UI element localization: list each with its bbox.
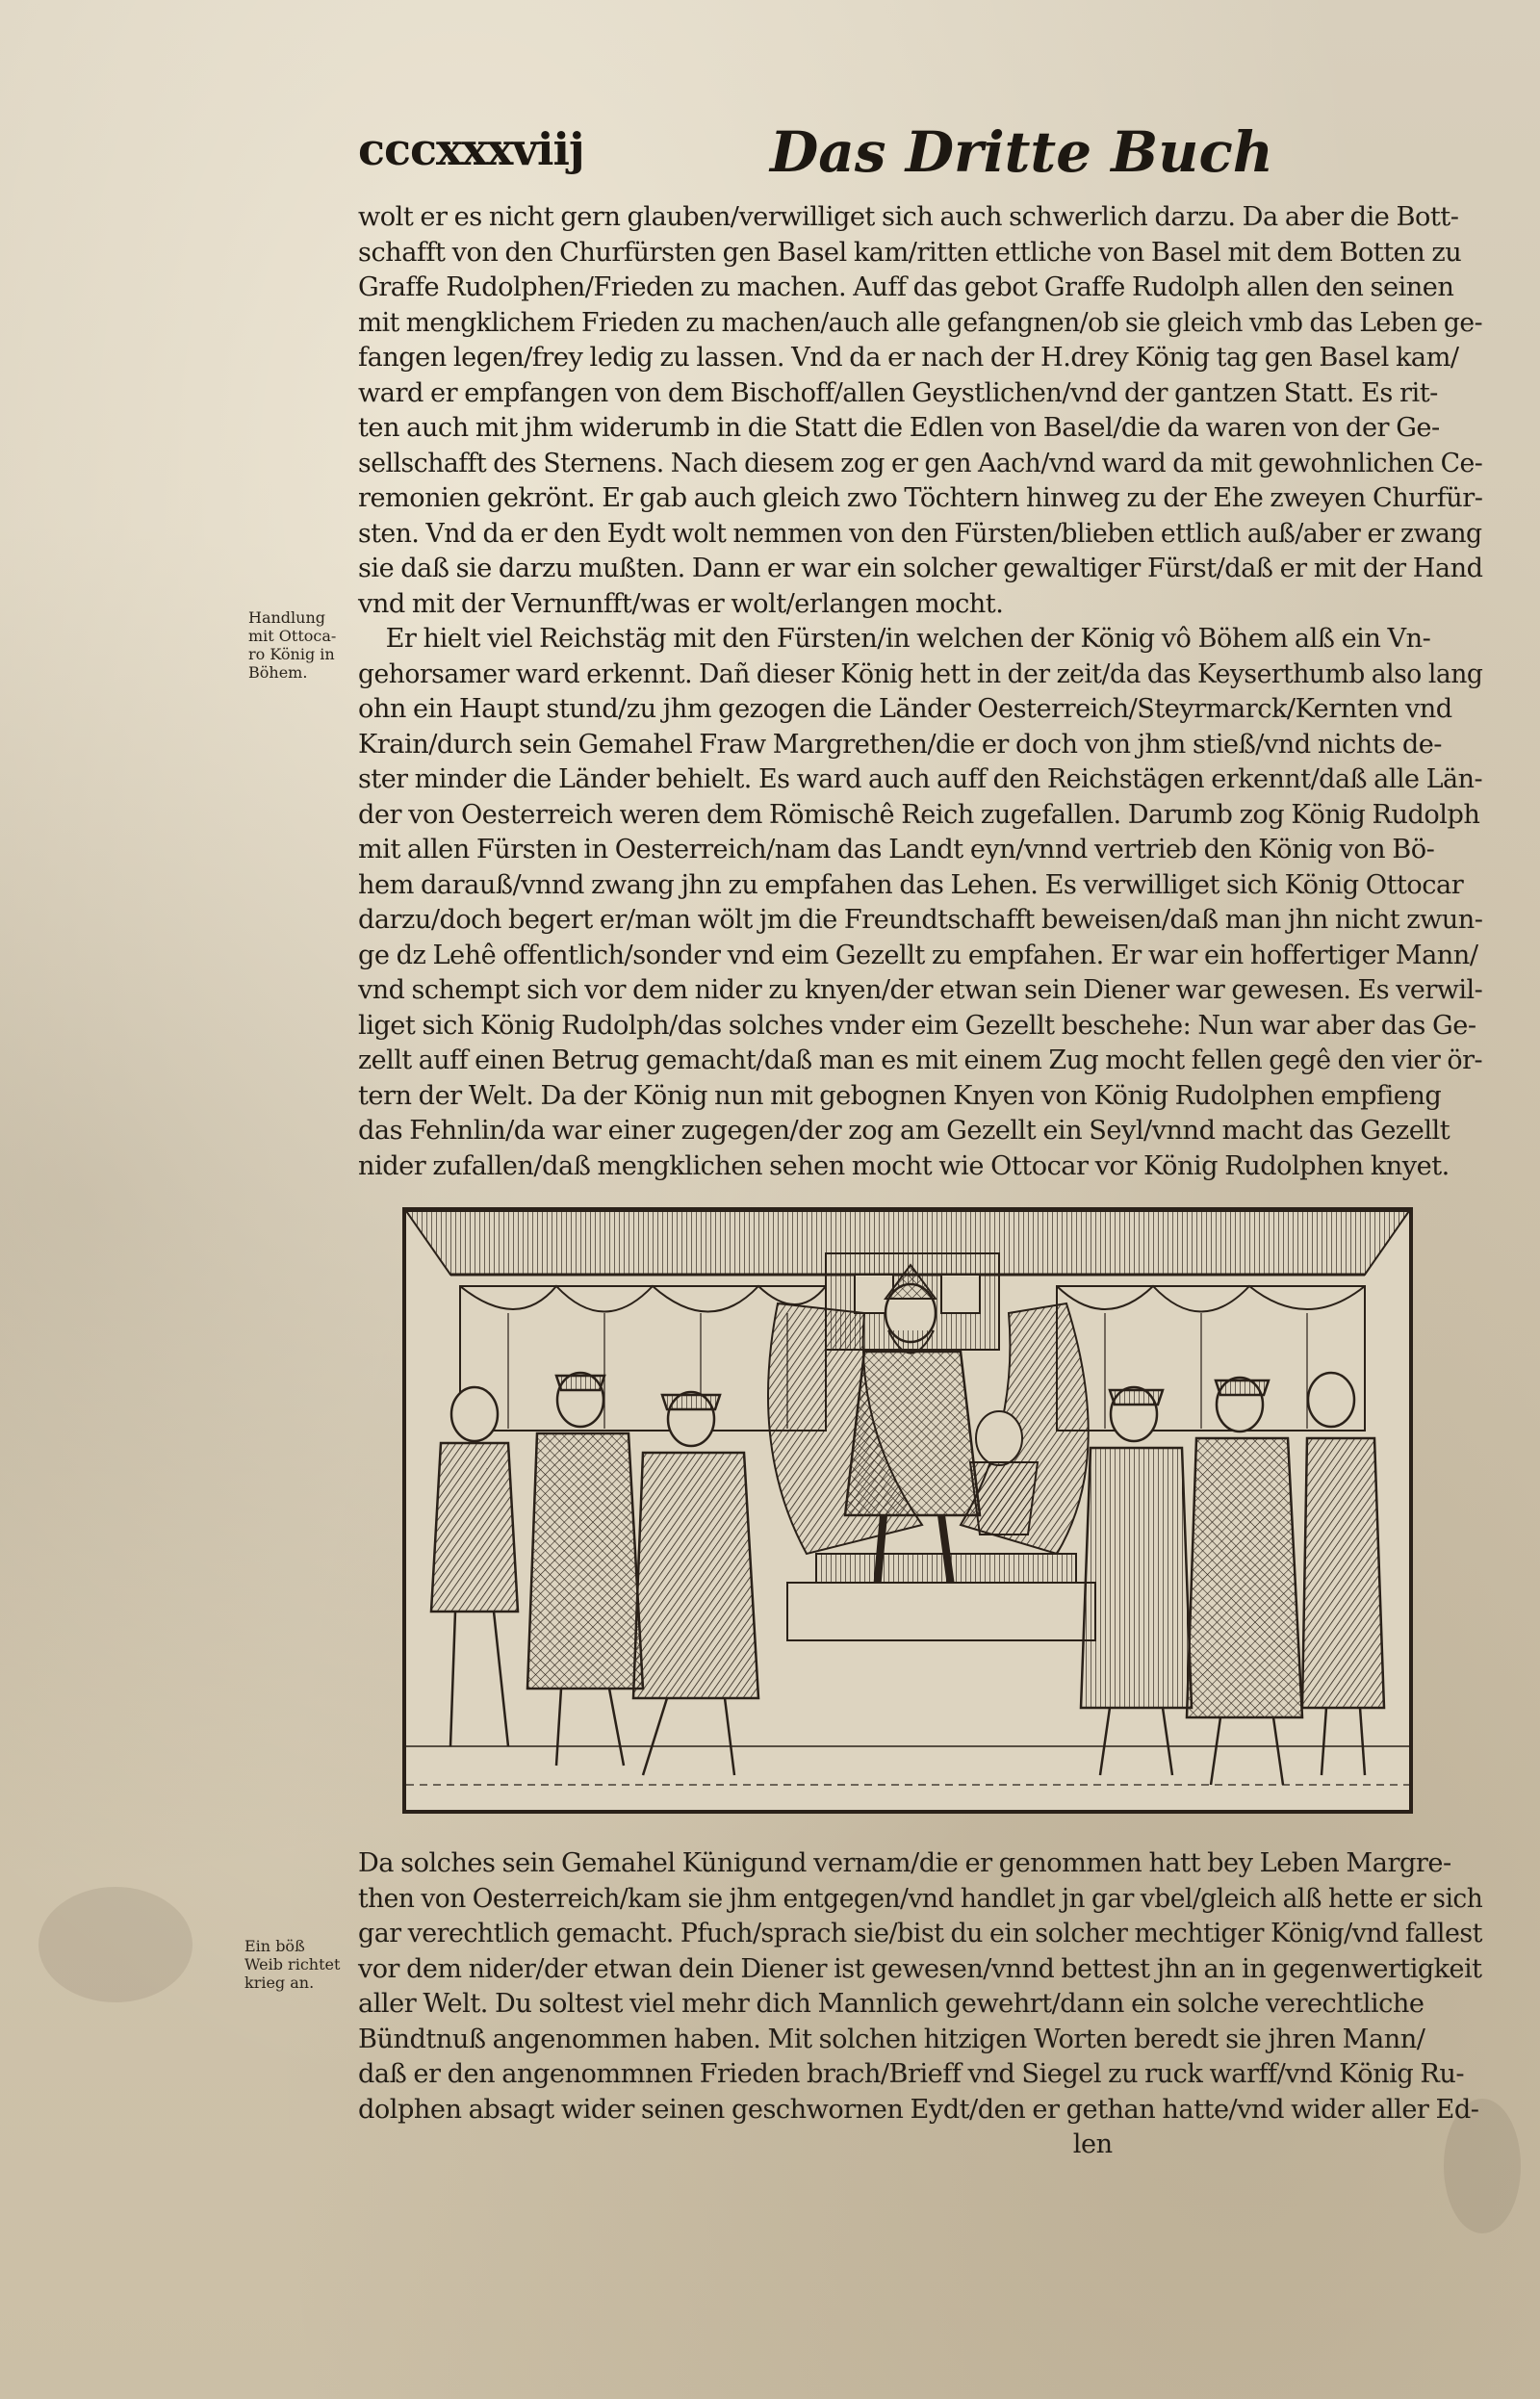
text-line: Krain/durch sein Gemahel Fraw Margrethen/die er doch von jhm stieß/vnd nichts de- [358, 729, 1442, 760]
margin-note-line: Handlung [248, 608, 326, 627]
text-line: zellt auff einen Betrug gemacht/daß man es mit einem Zug mocht fellen gegê den vier ör- [358, 1045, 1483, 1075]
margin-note [248, 608, 336, 682]
text-line: sie daß sie darzu mußten. Dann er war ein solcher gewaltiger Fürst/daß er mit der Hand [358, 554, 1483, 583]
text-line: Bündtnuß angenommen haben. Mit solchen hitzigen Worten beredt sie jhren Mann/ [358, 2024, 1425, 2054]
text-line: wolt er es nicht gern glauben/verwilliget sich auch schwerlich darzu. Da aber die Bott- [358, 202, 1459, 232]
text-line: ten auch mit jhm widerumb in die Statt die Edlen von Basel/die da waren von der Ge- [358, 413, 1440, 443]
paper-stain [38, 1887, 192, 2002]
folio-number: cccxxxviij [358, 123, 584, 175]
body-text-upper [358, 200, 1511, 1184]
text-line: remonien gekrönt. Er gab auch gleich zwo Töchtern hinweg zu der Ehe zweyen Churfür- [358, 483, 1483, 513]
text-line: der von Oesterreich weren dem Römischê Reich zugefallen. Darumb zog König Rudolph [358, 799, 1480, 830]
text-line: Da solches sein Gemahel Künigund vernam/die er genommen hatt bey Leben Margre- [358, 1848, 1451, 1878]
catchword: len [358, 2129, 1113, 2159]
text-line: Graffe Rudolphen/Frieden zu machen. Auff das gebot Graffe Rudolph allen den seinen [358, 272, 1454, 302]
text-line: ster minder die Länder behielt. Es ward auch auff den Reichstägen erkennt/daß alle Län- [358, 764, 1483, 794]
margin-note-line: Ein böß [244, 1937, 305, 1955]
text-line: gehorsamer ward erkennt. Dañ dieser König hett in der zeit/da das Keyserthumb also lang [358, 658, 1483, 689]
text-line: dolphen absagt wider seinen geschwornen Eydt/den er gethan hatte/vnd wider aller Ed- [358, 2094, 1479, 2125]
text-line: vnd mit der Vernunfft/was er wolt/erlangen mocht. [358, 588, 1004, 619]
text-line: fangen legen/frey ledig zu lassen. Vnd da er nach der H.drey König tag gen Basel kam/ [358, 343, 1459, 373]
text-line: sellschafft des Sternens. Nach diesem zog er gen Aach/vnd ward da mit gewohnlichen Ce- [358, 448, 1483, 478]
margin-note [244, 1937, 340, 1992]
margin-note-line: krieg an. [244, 1973, 315, 1992]
text-line: liget sich König Rudolph/das solches vnder eim Gezellt beschehe: Nun war aber das Ge- [358, 1010, 1476, 1041]
text-line: ge dz Lehê offentlich/sonder vnd eim Gezellt zu empfahen. Er war ein hoffertiger Mann/ [358, 940, 1478, 970]
text-line: daß er den angenommnen Frieden brach/Brieff vnd Siegel zu ruck warff/vnd König Ru- [358, 2059, 1465, 2089]
text-line: schafft von den Churfürsten gen Basel kam/ritten ettliche von Basel mit dem Botten zu [358, 237, 1462, 268]
margin-note-line: mit Ottoca- [248, 627, 337, 645]
margin-note-line: Weib richtet [244, 1955, 341, 1973]
body-text-lower [358, 1846, 1514, 2163]
text-line: das Fehnlin/da war einer zugegen/der zog am Gezellt ein Seyl/vnnd macht das Gezellt [358, 1116, 1450, 1146]
text-line: vor dem nider/der etwan dein Diener ist gewesen/vnnd bettest jhn an in gegenwertigkeit [358, 1953, 1482, 1984]
running-title: Das Dritte Buch [770, 119, 1273, 185]
text-line: mit mengklichem Frieden zu machen/auch alle gefangnen/ob sie gleich vmb das Leben ge- [358, 307, 1483, 338]
text-line: vnd schempt sich vor dem nider zu knyen/der etwan sein Diener war gewesen. Es verwil- [358, 975, 1483, 1005]
woodcut-illustration-icon [402, 1207, 1413, 1814]
margin-note-line: Böhem. [248, 663, 308, 682]
text-line: darzu/doch begert er/man wölt jm die Freundtschafft beweisen/daß man jhn nicht zwun- [358, 905, 1483, 935]
text-line: Er hielt viel Reichstäg mit den Fürsten/in welchen der König vô Böhem alß ein Vn- [358, 624, 1431, 654]
text-line: tern der Welt. Da der König nun mit gebognen Knyen von König Rudolphen empfieng [358, 1080, 1442, 1111]
text-line: mit allen Fürsten in Oesterreich/nam das Landt eyn/vnnd vertrieb den König von Bö- [358, 835, 1435, 864]
text-line: sten. Vnd da er den Eydt wolt nemmen von den Fürsten/blieben ettlich auß/aber er zwang [358, 518, 1482, 549]
text-line: ward er empfangen von dem Bischoff/allen Geystlichen/vnd der gantzen Statt. Es rit- [358, 377, 1438, 408]
margin-note-line: ro König in [248, 645, 335, 663]
text-line: gar verechtlich gemacht. Pfuch/sprach sie/bist du ein solcher mechtiger König/vnd fallest [358, 1919, 1482, 1948]
text-line: then von Oesterreich/kam sie jhm entgegen/vnd handlet jn gar vbel/gleich alß hette er sich [358, 1883, 1483, 1914]
text-line: ohn ein Haupt stund/zu jhm gezogen die Länder Oesterreich/Steyrmarck/Kernten vnd [358, 694, 1452, 724]
text-line: aller Welt. Du soltest viel mehr dich Mannlich gewehrt/dann ein solche verechtliche [358, 1989, 1424, 2019]
text-line: hem darauß/vnnd zwang jhn zu empfahen das Lehen. Es verwilliget sich König Ottocar [358, 869, 1464, 900]
text-line: nider zufallen/daß mengklichen sehen mocht wie Ottocar vor König Rudolphen knyet. [358, 1150, 1450, 1181]
